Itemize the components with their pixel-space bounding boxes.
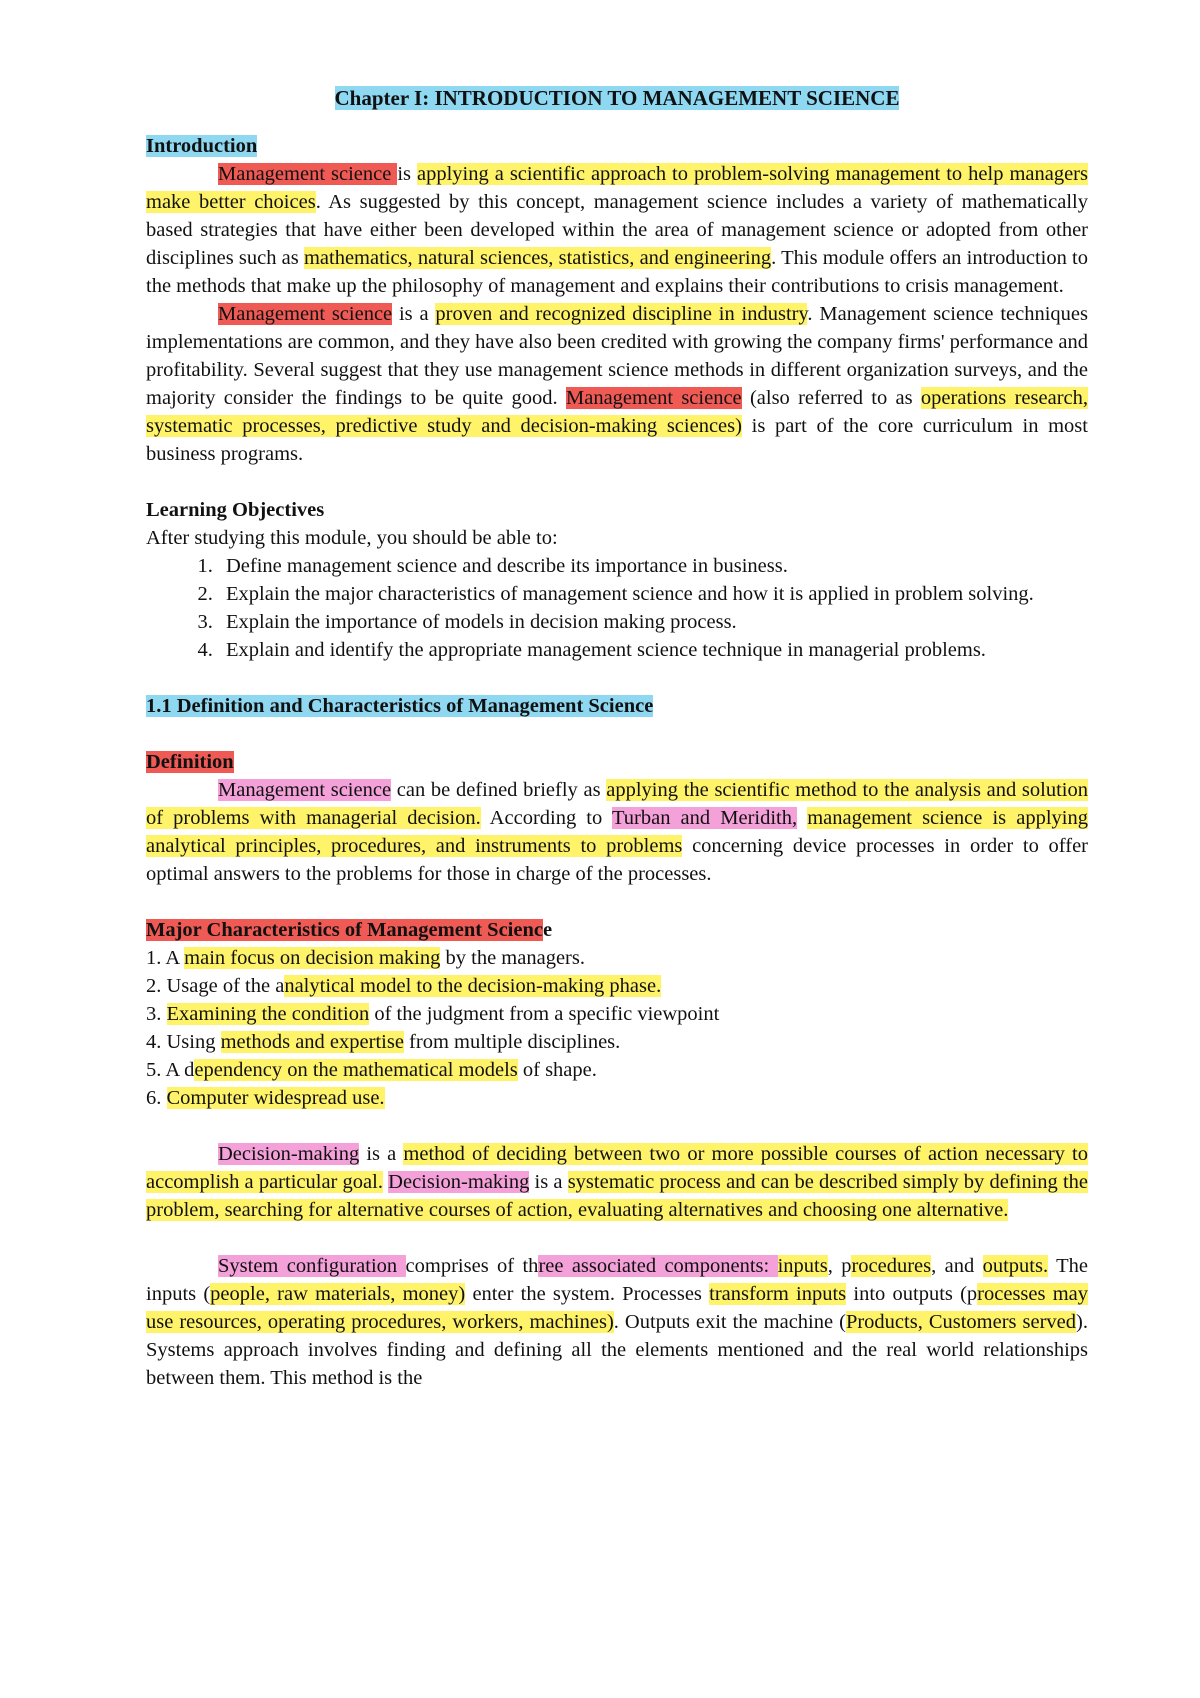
decision-making-paragraph: Decision-making is a method of deciding between two or more possible courses of action necessary to accomplish a particular goal. Decision-making is a systematic process and can be described simply by defining the problem, searching for alternative courses of action, evaluating alternatives and choosing one alternative. <box>146 1143 1088 1221</box>
list-item: 4. Explain and identify the appropriate management science technique in managerial problems. <box>218 636 1088 664</box>
list-item: 1. Define management science and describe its importance in business. <box>218 552 1088 580</box>
list-item: 6. Computer widespread use. <box>146 1087 385 1109</box>
list-item: 1. A main focus on decision making by the managers. <box>146 947 585 969</box>
list-item: 3. Examining the condition of the judgment from a specific viewpoint <box>146 1003 720 1025</box>
document-content <box>146 84 1088 1392</box>
learning-objectives-list <box>146 552 1088 664</box>
section-heading: 1.1 Definition and Characteristics of Management Science <box>146 695 654 717</box>
system-configuration-paragraph: System configuration comprises of three associated components: inputs, procedures, and outputs. The inputs (people, raw materials, money) enter the system. Processes transform inputs into outputs (processes may use resources, operating procedures, workers, machines). Outputs exit the machine (Products, Customers served). Systems approach involves finding and defining all the elements mentioned and the real world relationships between them. This method is the <box>146 1255 1088 1389</box>
list-item: 3. Explain the importance of models in decision making process. <box>218 608 1088 636</box>
chapter-title: Chapter I: INTRODUCTION TO MANAGEMENT SCIENCE <box>334 86 900 110</box>
learning-objectives-heading: Learning Objectives <box>146 499 325 521</box>
list-item: 4. Using methods and expertise from multiple disciplines. <box>146 1031 621 1053</box>
chapter-title-line <box>146 84 1088 112</box>
list-item: 5. A dependency on the mathematical models of shape. <box>146 1059 597 1081</box>
list-item: 2. Explain the major characteristics of management science and how it is applied in problem solving. <box>218 580 1088 608</box>
major-characteristics-list <box>146 944 1088 1112</box>
list-item: 2. Usage of the analytical model to the decision-making phase. <box>146 975 662 997</box>
intro-paragraph-2: Management science is a proven and recognized discipline in industry. Management science techniques implementations are common, and they have also been credited with growing the company firms' performance and profitability. Several suggest that they use management science methods in different organization surveys, and the majority consider the findings to be quite good. Management science (also referred to as operations research, systematic processes, predictive study and decision-making sciences) is part of the core curriculum in most business programs. <box>146 303 1088 465</box>
learning-objectives-lead: After studying this module, you should be able to: <box>146 527 558 549</box>
major-characteristics-heading: Major Characteristics of Management Science <box>146 919 553 941</box>
introduction-heading: Introduction <box>146 135 258 157</box>
intro-paragraph-1: Management science is applying a scientific approach to problem-solving management to help managers make better choices. As suggested by this concept, management science includes a variety of mathematically based strategies that have either been developed within the area of management science or adopted from other disciplines such as mathematics, natural sciences, statistics, and engineering. This module offers an introduction to the methods that make up the philosophy of management and explains their contributions to crisis management. <box>146 163 1089 297</box>
definition-heading: Definition <box>146 751 234 773</box>
definition-paragraph: Management science can be defined briefly as applying the scientific method to the analysis and solution of problems with managerial decision. According to Turban and Meridith, management science is applying analytical principles, procedures, and instruments to problems concerning device processes in order to offer optimal answers to the problems for those in charge of the processes. <box>146 779 1088 885</box>
